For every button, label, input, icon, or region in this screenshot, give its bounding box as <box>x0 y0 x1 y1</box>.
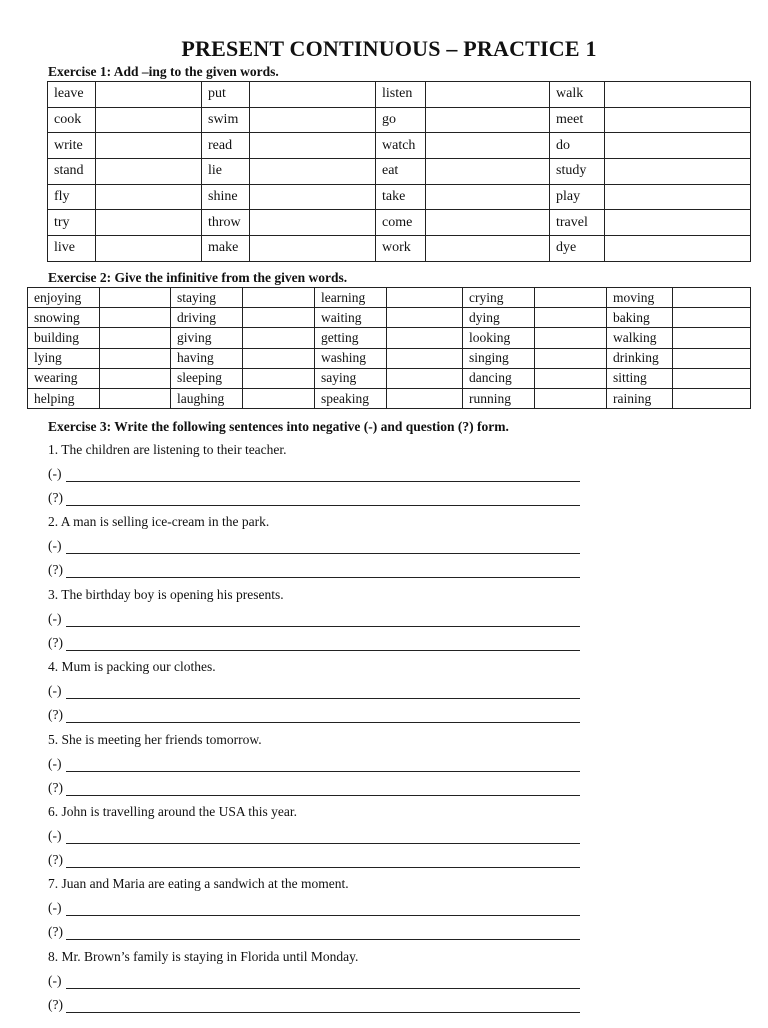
exercise1-word: stand <box>48 159 96 185</box>
exercise2-word: giving <box>171 328 243 348</box>
exercise2-answer-cell[interactable] <box>387 308 463 328</box>
answer-label: (?) <box>48 707 63 723</box>
exercise1-word: walk <box>550 82 605 108</box>
exercise2-word: saying <box>315 368 387 388</box>
exercise1-row <box>48 159 751 185</box>
exercise1-table <box>47 81 751 262</box>
page-title: PRESENT CONTINUOUS – PRACTICE 1 <box>181 36 597 61</box>
exercise1-word: read <box>202 133 250 159</box>
exercise1-answer-cell[interactable] <box>605 82 751 108</box>
question-answer-line[interactable] <box>48 707 580 725</box>
exercise2-answer-cell[interactable] <box>100 368 171 388</box>
exercise2-word: raining <box>607 388 673 408</box>
exercise2-word: enjoying <box>28 288 100 308</box>
exercise2-title: Exercise 2: Give the infinitive from the given words. <box>48 270 348 285</box>
answer-rule <box>66 722 580 723</box>
exercise1-word: throw <box>202 210 250 236</box>
question-answer-line[interactable] <box>48 635 580 653</box>
exercise2-answer-cell[interactable] <box>100 348 171 368</box>
exercise2-word: lying <box>28 348 100 368</box>
exercise1-answer-cell[interactable] <box>426 107 550 133</box>
exercise1-word: try <box>48 210 96 236</box>
exercise2-answer-cell[interactable] <box>100 308 171 328</box>
exercise2-word: moving <box>607 288 673 308</box>
exercise1-answer-cell[interactable] <box>426 159 550 185</box>
exercise2-answer-cell[interactable] <box>673 328 751 348</box>
exercise2-answer-cell[interactable] <box>387 328 463 348</box>
negative-answer-line[interactable] <box>48 973 580 991</box>
exercise1-word: swim <box>202 107 250 133</box>
answer-rule <box>66 698 580 699</box>
exercise1-answer-cell[interactable] <box>250 133 376 159</box>
answer-rule <box>66 1012 580 1013</box>
exercise1-answer-cell[interactable] <box>96 210 202 236</box>
exercise2-answer-cell[interactable] <box>243 348 315 368</box>
exercise2-answer-cell[interactable] <box>535 388 607 408</box>
negative-answer-line[interactable] <box>48 756 580 774</box>
answer-label: (-) <box>48 900 62 916</box>
exercise2-word: staying <box>171 288 243 308</box>
exercise2-row <box>28 388 751 408</box>
exercise1-answer-cell[interactable] <box>250 210 376 236</box>
exercise1-row <box>48 133 751 159</box>
negative-answer-line[interactable] <box>48 683 580 701</box>
exercise2-word: getting <box>315 328 387 348</box>
exercise1-word: put <box>202 82 250 108</box>
exercise1-answer-cell[interactable] <box>605 184 751 210</box>
exercise2-answer-cell[interactable] <box>673 308 751 328</box>
exercise1-answer-cell[interactable] <box>250 107 376 133</box>
answer-label: (?) <box>48 779 63 795</box>
exercise2-word: snowing <box>28 308 100 328</box>
question-answer-line[interactable] <box>48 490 580 508</box>
exercise1-answer-cell[interactable] <box>426 133 550 159</box>
answer-rule <box>66 988 580 989</box>
exercise1-word: go <box>376 107 426 133</box>
negative-answer-line[interactable] <box>48 828 580 846</box>
question-answer-line[interactable] <box>48 780 580 798</box>
answer-rule <box>66 577 580 578</box>
exercise2-answer-cell[interactable] <box>243 288 315 308</box>
answer-label: (?) <box>48 996 63 1012</box>
exercise1-word: eat <box>376 159 426 185</box>
exercise2-word: wearing <box>28 368 100 388</box>
exercise2-row <box>28 348 751 368</box>
exercise1-answer-cell[interactable] <box>96 107 202 133</box>
exercise2-row <box>28 308 751 328</box>
exercise3-sentence: 5. She is meeting her friends tomorrow. <box>48 731 262 747</box>
exercise2-answer-cell[interactable] <box>100 328 171 348</box>
exercise3-sentence: 6. John is travelling around the USA this year. <box>48 804 297 819</box>
exercise1-word: make <box>202 236 250 262</box>
exercise1-answer-cell[interactable] <box>426 82 550 108</box>
answer-label: (?) <box>48 924 63 940</box>
exercise1-word: leave <box>48 82 96 108</box>
exercise2-answer-cell[interactable] <box>535 368 607 388</box>
exercise2-word: dying <box>463 308 535 328</box>
exercise1-title: Exercise 1: Add –ing to the given words. <box>48 64 279 79</box>
exercise1-word: work <box>376 236 426 262</box>
answer-label: (?) <box>48 634 63 650</box>
answer-rule <box>66 505 580 506</box>
answer-rule <box>66 650 580 651</box>
exercise1-word: do <box>550 133 605 159</box>
exercise3-sentence: 3. The birthday boy is opening his presents. <box>48 586 284 602</box>
exercise2-answer-cell[interactable] <box>673 288 751 308</box>
exercise1-word: lie <box>202 159 250 185</box>
exercise3-sentence: 8. Mr. Brown’s family is staying in Florida until Monday. <box>48 948 359 964</box>
exercise1-word: take <box>376 184 426 210</box>
answer-label: (?) <box>48 562 63 578</box>
exercise2-word: running <box>463 388 535 408</box>
exercise3-sentence: 7. Juan and Maria are eating a sandwich at the moment. <box>48 876 349 892</box>
negative-answer-line[interactable] <box>48 900 580 918</box>
exercise2-row <box>28 288 751 308</box>
exercise1-word: watch <box>376 133 426 159</box>
exercise2-answer-cell[interactable] <box>243 328 315 348</box>
exercise1-answer-cell[interactable] <box>96 184 202 210</box>
answer-rule <box>66 843 580 844</box>
exercise2-answer-cell[interactable] <box>100 288 171 308</box>
exercise2-answer-cell[interactable] <box>535 308 607 328</box>
question-answer-line[interactable] <box>48 562 580 580</box>
question-answer-line[interactable] <box>48 997 580 1015</box>
exercise2-word: learning <box>315 288 387 308</box>
exercise2-word: speaking <box>315 388 387 408</box>
exercise1-word: come <box>376 210 426 236</box>
answer-label: (-) <box>48 972 62 988</box>
exercise2-answer-cell[interactable] <box>100 388 171 408</box>
exercise1-answer-cell[interactable] <box>605 236 751 262</box>
exercise1-answer-cell[interactable] <box>426 210 550 236</box>
exercise1-answer-cell[interactable] <box>96 82 202 108</box>
answer-label: (?) <box>48 490 63 505</box>
answer-rule <box>66 795 580 796</box>
answer-rule <box>66 939 580 940</box>
exercise3-sentence: 2. A man is selling ice-cream in the park. <box>48 514 270 530</box>
exercise2-word: laughing <box>171 388 243 408</box>
exercise1-word: listen <box>376 82 426 108</box>
exercise2-row <box>28 368 751 388</box>
exercise2-word: sleeping <box>171 368 243 388</box>
exercise1-answer-cell[interactable] <box>426 184 550 210</box>
exercise1-word: study <box>550 159 605 185</box>
exercise1-row <box>48 82 751 108</box>
answer-label: (-) <box>48 828 62 843</box>
exercise1-word: cook <box>48 107 96 133</box>
exercise1-answer-cell[interactable] <box>250 184 376 210</box>
exercise1-row <box>48 236 751 262</box>
answer-rule <box>66 867 580 868</box>
answer-label: (?) <box>48 852 63 867</box>
answer-rule <box>66 553 580 554</box>
exercise1-row <box>48 210 751 236</box>
exercise1-row <box>48 184 751 210</box>
answer-label: (-) <box>48 538 62 554</box>
answer-rule <box>66 915 580 916</box>
exercise3-title: Exercise 3: Write the following sentences into negative (-) and question (?) form. <box>48 419 509 434</box>
exercise1-answer-cell[interactable] <box>605 133 751 159</box>
answer-label: (-) <box>48 755 62 771</box>
answer-rule <box>66 626 580 627</box>
exercise1-row <box>48 107 751 133</box>
negative-answer-line[interactable] <box>48 538 580 556</box>
exercise2-word: sitting <box>607 368 673 388</box>
answer-label: (-) <box>48 466 62 481</box>
exercise1-word: shine <box>202 184 250 210</box>
exercise2-answer-cell[interactable] <box>387 368 463 388</box>
exercise1-word: meet <box>550 107 605 133</box>
answer-label: (-) <box>48 683 62 699</box>
exercise2-word: walking <box>607 328 673 348</box>
exercise2-answer-cell[interactable] <box>243 368 315 388</box>
exercise1-word: write <box>48 133 96 159</box>
exercise1-answer-cell[interactable] <box>250 236 376 262</box>
exercise1-word: travel <box>550 210 605 236</box>
exercise2-word: crying <box>463 288 535 308</box>
exercise1-answer-cell[interactable] <box>96 159 202 185</box>
answer-label: (-) <box>48 610 62 626</box>
exercise2-word: driving <box>171 308 243 328</box>
question-answer-line[interactable] <box>48 924 580 942</box>
exercise2-word: having <box>171 348 243 368</box>
exercise2-row <box>28 328 751 348</box>
exercise1-answer-cell[interactable] <box>426 236 550 262</box>
exercise1-word: dye <box>550 236 605 262</box>
exercise2-word: helping <box>28 388 100 408</box>
exercise1-answer-cell[interactable] <box>605 159 751 185</box>
exercise2-answer-cell[interactable] <box>387 288 463 308</box>
exercise2-word: baking <box>607 308 673 328</box>
exercise2-word: building <box>28 328 100 348</box>
exercise2-answer-cell[interactable] <box>673 348 751 368</box>
exercise2-answer-cell[interactable] <box>673 368 751 388</box>
exercise3-sentence: 4. Mum is packing our clothes. <box>48 659 216 675</box>
exercise1-answer-cell[interactable] <box>605 107 751 133</box>
exercise1-answer-cell[interactable] <box>96 133 202 159</box>
exercise1-answer-cell[interactable] <box>96 236 202 262</box>
answer-rule <box>66 481 580 482</box>
exercise2-answer-cell[interactable] <box>387 388 463 408</box>
exercise2-word: washing <box>315 348 387 368</box>
exercise2-answer-cell[interactable] <box>387 348 463 368</box>
exercise2-answer-cell[interactable] <box>243 388 315 408</box>
question-answer-line[interactable] <box>48 852 580 870</box>
exercise1-word: live <box>48 236 96 262</box>
negative-answer-line[interactable] <box>48 611 580 629</box>
exercise2-word: singing <box>463 348 535 368</box>
exercise2-word: dancing <box>463 368 535 388</box>
exercise1-answer-cell[interactable] <box>250 159 376 185</box>
exercise1-word: fly <box>48 184 96 210</box>
exercise1-word: play <box>550 184 605 210</box>
exercise3-sentence: 1. The children are listening to their teacher. <box>48 442 287 457</box>
negative-answer-line[interactable] <box>48 466 580 484</box>
exercise2-word: drinking <box>607 348 673 368</box>
exercise2-answer-cell[interactable] <box>243 308 315 328</box>
answer-rule <box>66 771 580 772</box>
exercise2-word: looking <box>463 328 535 348</box>
exercise2-answer-cell[interactable] <box>535 328 607 348</box>
exercise2-table <box>27 287 751 409</box>
exercise1-answer-cell[interactable] <box>250 82 376 108</box>
exercise2-word: waiting <box>315 308 387 328</box>
exercise2-answer-cell[interactable] <box>673 388 751 408</box>
exercise1-answer-cell[interactable] <box>605 210 751 236</box>
exercise2-answer-cell[interactable] <box>535 348 607 368</box>
exercise2-answer-cell[interactable] <box>535 288 607 308</box>
